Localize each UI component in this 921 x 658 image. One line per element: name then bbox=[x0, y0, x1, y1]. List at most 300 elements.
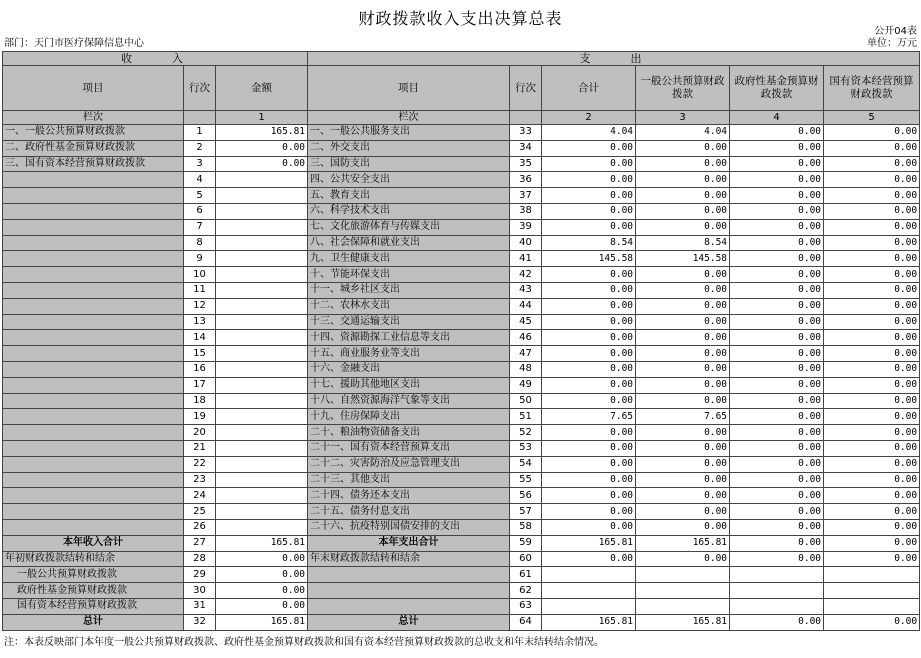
expense-state-cell: 0.00 bbox=[824, 140, 920, 156]
expense-state-cell: 0.00 bbox=[824, 346, 920, 362]
income-total-label: 本年收入合计 bbox=[3, 535, 184, 551]
expense-general-cell: 0.00 bbox=[636, 519, 730, 535]
income-amount-cell bbox=[216, 267, 308, 283]
expense-state-cell: 0.00 bbox=[824, 298, 920, 314]
col-index-2: 2 bbox=[542, 111, 636, 125]
expense-fund-cell: 0.00 bbox=[730, 361, 824, 377]
expense-fund-cell: 0.00 bbox=[730, 409, 824, 425]
expense-item-cell: 四、公共安全支出 bbox=[308, 172, 510, 188]
expense-general-cell: 0.00 bbox=[636, 298, 730, 314]
empty-cell bbox=[542, 598, 636, 614]
expense-item-cell: 五、教育支出 bbox=[308, 188, 510, 204]
table-row bbox=[3, 488, 920, 504]
expense-fund-cell: 0.00 bbox=[730, 377, 824, 393]
income-line-cell: 6 bbox=[184, 203, 216, 219]
empty-cell bbox=[308, 583, 510, 599]
expense-state-cell: 0.00 bbox=[824, 409, 920, 425]
table-row bbox=[3, 251, 920, 267]
closing-fund-line: 62 bbox=[510, 583, 542, 599]
opening-state-row bbox=[3, 598, 920, 614]
table-row bbox=[3, 504, 920, 520]
income-line-cell: 26 bbox=[184, 519, 216, 535]
expense-state-cell: 0.00 bbox=[824, 125, 920, 141]
expense-general-cell: 7.65 bbox=[636, 409, 730, 425]
table-row bbox=[3, 298, 920, 314]
expense-line-cell: 56 bbox=[510, 488, 542, 504]
empty-cell bbox=[308, 598, 510, 614]
department-label: 部门：天门市医疗保障信息中心 bbox=[4, 38, 144, 49]
closing-balance-general: 0.00 bbox=[636, 551, 730, 567]
income-item-cell bbox=[3, 172, 184, 188]
fund-budget-header: 政府性基金预算财政拨款 bbox=[730, 66, 824, 111]
income-item-cell: 二、政府性基金预算财政拨款 bbox=[3, 140, 184, 156]
income-amount-cell bbox=[216, 361, 308, 377]
expense-state-cell: 0.00 bbox=[824, 282, 920, 298]
expense-col-label: 栏次 bbox=[308, 111, 510, 125]
income-line-cell: 3 bbox=[184, 156, 216, 172]
table-row bbox=[3, 456, 920, 472]
table-row bbox=[3, 172, 920, 188]
expense-line-cell: 45 bbox=[510, 314, 542, 330]
grand-total-fund: 0.00 bbox=[730, 614, 824, 630]
empty-cell bbox=[730, 598, 824, 614]
expense-fund-cell: 0.00 bbox=[730, 456, 824, 472]
income-item-cell bbox=[3, 235, 184, 251]
expense-total-cell: 4.04 bbox=[542, 125, 636, 141]
expense-general-cell: 0.00 bbox=[636, 188, 730, 204]
opening-state-amount: 0.00 bbox=[216, 598, 308, 614]
expense-line-cell: 36 bbox=[510, 172, 542, 188]
empty-cell bbox=[308, 567, 510, 583]
col-index-1: 1 bbox=[216, 111, 308, 125]
expense-fund-cell: 0.00 bbox=[730, 203, 824, 219]
income-item-cell: 一、一般公共预算财政拨款 bbox=[3, 125, 184, 141]
table-row bbox=[3, 393, 920, 409]
income-item-cell bbox=[3, 519, 184, 535]
expense-item-cell: 二、外交支出 bbox=[308, 140, 510, 156]
expense-state-cell: 0.00 bbox=[824, 440, 920, 456]
expense-total-cell: 0.00 bbox=[542, 393, 636, 409]
expense-total-cell: 0.00 bbox=[542, 330, 636, 346]
grand-total-total: 165.81 bbox=[542, 614, 636, 630]
income-item-cell bbox=[3, 409, 184, 425]
income-item-cell bbox=[3, 488, 184, 504]
income-amount-cell bbox=[216, 519, 308, 535]
expense-total-cell: 0.00 bbox=[542, 282, 636, 298]
empty-cell bbox=[730, 583, 824, 599]
expense-total-state: 0.00 bbox=[824, 535, 920, 551]
opening-balance-amount: 0.00 bbox=[216, 551, 308, 567]
empty-cell bbox=[542, 583, 636, 599]
expense-state-cell: 0.00 bbox=[824, 488, 920, 504]
empty-cell bbox=[542, 567, 636, 583]
income-line-cell: 24 bbox=[184, 488, 216, 504]
income-amount-cell bbox=[216, 488, 308, 504]
income-amount-cell bbox=[216, 377, 308, 393]
income-line-cell: 7 bbox=[184, 219, 216, 235]
expense-total-cell: 0.00 bbox=[542, 219, 636, 235]
closing-balance-fund: 0.00 bbox=[730, 551, 824, 567]
income-line-cell: 14 bbox=[184, 330, 216, 346]
expense-total-cell: 0.00 bbox=[542, 519, 636, 535]
income-item-header: 项目 bbox=[3, 66, 184, 111]
income-item-cell bbox=[3, 440, 184, 456]
income-line-cell: 12 bbox=[184, 298, 216, 314]
expense-line-cell: 48 bbox=[510, 361, 542, 377]
grand-total-left-line: 32 bbox=[184, 614, 216, 630]
expense-line-cell: 35 bbox=[510, 156, 542, 172]
income-amount-cell bbox=[216, 314, 308, 330]
expense-state-cell: 0.00 bbox=[824, 267, 920, 283]
expense-fund-cell: 0.00 bbox=[730, 235, 824, 251]
closing-balance-line: 60 bbox=[510, 551, 542, 567]
expense-item-cell: 二十、粮油物资储备支出 bbox=[308, 425, 510, 441]
expense-general-cell: 0.00 bbox=[636, 488, 730, 504]
expense-state-cell: 0.00 bbox=[824, 393, 920, 409]
expense-line-cell: 46 bbox=[510, 330, 542, 346]
table-row bbox=[3, 377, 920, 393]
expense-item-cell: 十三、交通运输支出 bbox=[308, 314, 510, 330]
expense-line-cell: 52 bbox=[510, 425, 542, 441]
expense-fund-cell: 0.00 bbox=[730, 140, 824, 156]
table-row bbox=[3, 282, 920, 298]
empty-cell bbox=[824, 598, 920, 614]
income-item-cell bbox=[3, 330, 184, 346]
expense-state-cell: 0.00 bbox=[824, 235, 920, 251]
income-amount-cell: 0.00 bbox=[216, 140, 308, 156]
income-amount-cell bbox=[216, 409, 308, 425]
income-line-cell: 15 bbox=[184, 346, 216, 362]
income-item-cell bbox=[3, 203, 184, 219]
income-line-cell: 9 bbox=[184, 251, 216, 267]
section-header-row bbox=[3, 52, 920, 66]
income-amount-cell bbox=[216, 425, 308, 441]
income-item-cell bbox=[3, 314, 184, 330]
annual-total-row bbox=[3, 535, 920, 551]
income-line-cell: 16 bbox=[184, 361, 216, 377]
expense-general-cell: 0.00 bbox=[636, 172, 730, 188]
closing-balance-total: 0.00 bbox=[542, 551, 636, 567]
income-item-cell bbox=[3, 504, 184, 520]
opening-general-row bbox=[3, 567, 920, 583]
expense-total-general: 165.81 bbox=[636, 535, 730, 551]
income-item-cell: 三、国有资本经营预算财政拨款 bbox=[3, 156, 184, 172]
balance-row bbox=[3, 551, 920, 567]
income-item-cell bbox=[3, 393, 184, 409]
expense-line-cell: 43 bbox=[510, 282, 542, 298]
income-line-cell: 20 bbox=[184, 425, 216, 441]
budget-summary-table bbox=[2, 51, 920, 631]
expense-line-cell: 54 bbox=[510, 456, 542, 472]
expense-fund-cell: 0.00 bbox=[730, 504, 824, 520]
expense-total-cell: 0.00 bbox=[542, 156, 636, 172]
income-line-cell: 23 bbox=[184, 472, 216, 488]
expense-total-cell: 0.00 bbox=[542, 440, 636, 456]
expense-line-cell: 49 bbox=[510, 377, 542, 393]
expense-total-cell: 0.00 bbox=[542, 488, 636, 504]
expense-line-cell: 42 bbox=[510, 267, 542, 283]
expense-line-cell: 33 bbox=[510, 125, 542, 141]
expense-total-cell: 0.00 bbox=[542, 298, 636, 314]
income-line-cell: 8 bbox=[184, 235, 216, 251]
expense-item-cell: 二十二、灾害防治及应急管理支出 bbox=[308, 456, 510, 472]
expense-general-cell: 0.00 bbox=[636, 156, 730, 172]
expense-line-cell: 47 bbox=[510, 346, 542, 362]
expense-general-cell: 145.58 bbox=[636, 251, 730, 267]
expense-item-cell: 二十一、国有资本经营预算支出 bbox=[308, 440, 510, 456]
empty-cell bbox=[636, 567, 730, 583]
income-amount-cell bbox=[216, 251, 308, 267]
expense-col-blank bbox=[510, 111, 542, 125]
income-amount-cell bbox=[216, 172, 308, 188]
expense-total-cell: 7.65 bbox=[542, 409, 636, 425]
table-row bbox=[3, 361, 920, 377]
col-index-3: 3 bbox=[636, 111, 730, 125]
expense-line-cell: 58 bbox=[510, 519, 542, 535]
expense-fund-cell: 0.00 bbox=[730, 472, 824, 488]
expense-line-cell: 34 bbox=[510, 140, 542, 156]
income-line-cell: 17 bbox=[184, 377, 216, 393]
expense-state-cell: 0.00 bbox=[824, 472, 920, 488]
expense-line-cell: 38 bbox=[510, 203, 542, 219]
expense-state-cell: 0.00 bbox=[824, 219, 920, 235]
expense-fund-cell: 0.00 bbox=[730, 219, 824, 235]
opening-fund-label: 政府性基金预算财政拨款 bbox=[3, 583, 184, 599]
income-line-cell: 2 bbox=[184, 140, 216, 156]
expense-line-cell: 40 bbox=[510, 235, 542, 251]
expense-state-cell: 0.00 bbox=[824, 172, 920, 188]
expense-fund-cell: 0.00 bbox=[730, 188, 824, 204]
expense-line-cell: 57 bbox=[510, 504, 542, 520]
income-amount-cell bbox=[216, 440, 308, 456]
grand-total-right-line: 64 bbox=[510, 614, 542, 630]
expense-line-cell: 41 bbox=[510, 251, 542, 267]
closing-balance-label: 年末财政拨款结转和结余 bbox=[308, 551, 510, 567]
income-total-amount: 165.81 bbox=[216, 535, 308, 551]
closing-balance-state: 0.00 bbox=[824, 551, 920, 567]
closing-state-line: 63 bbox=[510, 598, 542, 614]
income-item-cell bbox=[3, 377, 184, 393]
expense-fund-cell: 0.00 bbox=[730, 172, 824, 188]
expense-fund-cell: 0.00 bbox=[730, 425, 824, 441]
income-item-cell bbox=[3, 267, 184, 283]
income-amount-cell bbox=[216, 298, 308, 314]
table-row bbox=[3, 219, 920, 235]
expense-total-cell: 145.58 bbox=[542, 251, 636, 267]
expense-line-cell: 39 bbox=[510, 219, 542, 235]
table-row bbox=[3, 330, 920, 346]
expense-general-cell: 0.00 bbox=[636, 472, 730, 488]
expense-item-cell: 十七、援助其他地区支出 bbox=[308, 377, 510, 393]
expense-line-cell: 37 bbox=[510, 188, 542, 204]
expense-line-cell: 53 bbox=[510, 440, 542, 456]
income-amount-cell: 165.81 bbox=[216, 125, 308, 141]
expense-state-cell: 0.00 bbox=[824, 456, 920, 472]
income-line-cell: 22 bbox=[184, 456, 216, 472]
expense-total-cell: 0.00 bbox=[542, 504, 636, 520]
expense-fund-cell: 0.00 bbox=[730, 488, 824, 504]
form-number: 公开04表 bbox=[874, 26, 917, 37]
closing-general-line: 61 bbox=[510, 567, 542, 583]
expense-general-cell: 0.00 bbox=[636, 425, 730, 441]
col-index-5: 5 bbox=[824, 111, 920, 125]
expense-fund-cell: 0.00 bbox=[730, 346, 824, 362]
income-col-label: 栏次 bbox=[3, 111, 184, 125]
expense-total-cell: 0.00 bbox=[542, 140, 636, 156]
expense-general-cell: 0.00 bbox=[636, 267, 730, 283]
income-amount-cell bbox=[216, 282, 308, 298]
expense-item-cell: 八、社会保障和就业支出 bbox=[308, 235, 510, 251]
expense-item-cell: 七、文化旅游体育与传媒支出 bbox=[308, 219, 510, 235]
income-amount-cell: 0.00 bbox=[216, 156, 308, 172]
income-total-line: 27 bbox=[184, 535, 216, 551]
expense-line-cell: 51 bbox=[510, 409, 542, 425]
income-amount-cell bbox=[216, 330, 308, 346]
income-line-cell: 18 bbox=[184, 393, 216, 409]
opening-balance-line: 28 bbox=[184, 551, 216, 567]
expense-line-header: 行次 bbox=[510, 66, 542, 111]
income-line-cell: 10 bbox=[184, 267, 216, 283]
expense-general-cell: 0.00 bbox=[636, 346, 730, 362]
table-row bbox=[3, 346, 920, 362]
expense-total-cell: 0.00 bbox=[542, 456, 636, 472]
income-line-cell: 21 bbox=[184, 440, 216, 456]
expense-general-cell: 0.00 bbox=[636, 393, 730, 409]
expense-item-cell: 二十五、债务付息支出 bbox=[308, 504, 510, 520]
table-row bbox=[3, 188, 920, 204]
opening-balance-label: 年初财政拨款结转和结余 bbox=[3, 551, 184, 567]
expense-item-cell: 十、节能环保支出 bbox=[308, 267, 510, 283]
expense-total-header: 合计 bbox=[542, 66, 636, 111]
expense-fund-cell: 0.00 bbox=[730, 298, 824, 314]
income-col-blank bbox=[184, 111, 216, 125]
income-amount-cell bbox=[216, 472, 308, 488]
opening-general-line: 29 bbox=[184, 567, 216, 583]
table-row bbox=[3, 472, 920, 488]
table-row bbox=[3, 440, 920, 456]
expense-general-cell: 0.00 bbox=[636, 219, 730, 235]
income-amount-cell bbox=[216, 456, 308, 472]
income-item-cell bbox=[3, 298, 184, 314]
empty-cell bbox=[636, 598, 730, 614]
income-line-cell: 5 bbox=[184, 188, 216, 204]
expense-general-cell: 0.00 bbox=[636, 440, 730, 456]
income-item-cell bbox=[3, 456, 184, 472]
income-amount-cell bbox=[216, 393, 308, 409]
grand-total-left-amount: 165.81 bbox=[216, 614, 308, 630]
expense-general-cell: 0.00 bbox=[636, 282, 730, 298]
expense-item-cell: 十五、商业服务业等支出 bbox=[308, 346, 510, 362]
expense-general-cell: 0.00 bbox=[636, 203, 730, 219]
expense-state-cell: 0.00 bbox=[824, 519, 920, 535]
expense-item-cell: 一、一般公共服务支出 bbox=[308, 125, 510, 141]
expense-line-cell: 55 bbox=[510, 472, 542, 488]
empty-cell bbox=[730, 567, 824, 583]
expense-general-cell: 4.04 bbox=[636, 125, 730, 141]
expense-general-cell: 0.00 bbox=[636, 330, 730, 346]
unit-label: 单位：万元 bbox=[867, 38, 917, 49]
report-title: 财政拨款收入支出决算总表 bbox=[358, 9, 563, 28]
income-item-cell bbox=[3, 472, 184, 488]
income-line-cell: 4 bbox=[184, 172, 216, 188]
expense-total-cell: 0.00 bbox=[542, 346, 636, 362]
opening-fund-row bbox=[3, 583, 920, 599]
expense-total-cell: 0.00 bbox=[542, 314, 636, 330]
expense-state-cell: 0.00 bbox=[824, 377, 920, 393]
expense-total-cell: 0.00 bbox=[542, 361, 636, 377]
table-row bbox=[3, 235, 920, 251]
expense-total-cell: 0.00 bbox=[542, 377, 636, 393]
expense-total-cell: 0.00 bbox=[542, 425, 636, 441]
state-capital-header: 国有资本经营预算财政拨款 bbox=[824, 66, 920, 111]
income-amount-cell bbox=[216, 219, 308, 235]
expense-line-cell: 44 bbox=[510, 298, 542, 314]
expense-general-cell: 0.00 bbox=[636, 504, 730, 520]
expense-fund-cell: 0.00 bbox=[730, 330, 824, 346]
opening-fund-line: 30 bbox=[184, 583, 216, 599]
empty-cell bbox=[636, 583, 730, 599]
expense-total-total: 165.81 bbox=[542, 535, 636, 551]
table-row bbox=[3, 125, 920, 141]
expense-fund-cell: 0.00 bbox=[730, 156, 824, 172]
expense-state-cell: 0.00 bbox=[824, 156, 920, 172]
expense-state-cell: 0.00 bbox=[824, 425, 920, 441]
expense-fund-cell: 0.00 bbox=[730, 125, 824, 141]
expense-state-cell: 0.00 bbox=[824, 330, 920, 346]
expense-total-fund: 0.00 bbox=[730, 535, 824, 551]
expense-item-cell: 十二、农林水支出 bbox=[308, 298, 510, 314]
expense-fund-cell: 0.00 bbox=[730, 393, 824, 409]
expense-total-cell: 0.00 bbox=[542, 472, 636, 488]
expense-fund-cell: 0.00 bbox=[730, 267, 824, 283]
expense-section-header: 支 出 bbox=[308, 52, 920, 66]
empty-cell bbox=[824, 567, 920, 583]
grand-total-right-label: 总计 bbox=[308, 614, 510, 630]
expense-state-cell: 0.00 bbox=[824, 188, 920, 204]
expense-total-cell: 8.54 bbox=[542, 235, 636, 251]
income-amount-cell bbox=[216, 203, 308, 219]
expense-item-cell: 六、科学技术支出 bbox=[308, 203, 510, 219]
income-amount-cell bbox=[216, 188, 308, 204]
expense-fund-cell: 0.00 bbox=[730, 282, 824, 298]
table-row bbox=[3, 519, 920, 535]
expense-item-cell: 二十六、抗疫特别国债安排的支出 bbox=[308, 519, 510, 535]
expense-item-cell: 九、卫生健康支出 bbox=[308, 251, 510, 267]
expense-total-cell: 0.00 bbox=[542, 188, 636, 204]
grand-total-general: 165.81 bbox=[636, 614, 730, 630]
expense-item-header: 项目 bbox=[308, 66, 510, 111]
expense-total-label: 本年支出合计 bbox=[308, 535, 510, 551]
income-amount-header: 金额 bbox=[216, 66, 308, 111]
expense-fund-cell: 0.00 bbox=[730, 440, 824, 456]
expense-item-cell: 二十三、其他支出 bbox=[308, 472, 510, 488]
general-budget-header: 一般公共预算财政拨款 bbox=[636, 66, 730, 111]
opening-state-label: 国有资本经营预算财政拨款 bbox=[3, 598, 184, 614]
expense-fund-cell: 0.00 bbox=[730, 314, 824, 330]
expense-fund-cell: 0.00 bbox=[730, 251, 824, 267]
income-item-cell bbox=[3, 361, 184, 377]
table-row bbox=[3, 156, 920, 172]
expense-item-cell: 十四、资源勘探工业信息等支出 bbox=[308, 330, 510, 346]
table-row bbox=[3, 425, 920, 441]
expense-general-cell: 0.00 bbox=[636, 314, 730, 330]
income-item-cell bbox=[3, 425, 184, 441]
expense-state-cell: 0.00 bbox=[824, 361, 920, 377]
expense-item-cell: 十六、金融支出 bbox=[308, 361, 510, 377]
table-row bbox=[3, 409, 920, 425]
col-index-4: 4 bbox=[730, 111, 824, 125]
expense-state-cell: 0.00 bbox=[824, 504, 920, 520]
